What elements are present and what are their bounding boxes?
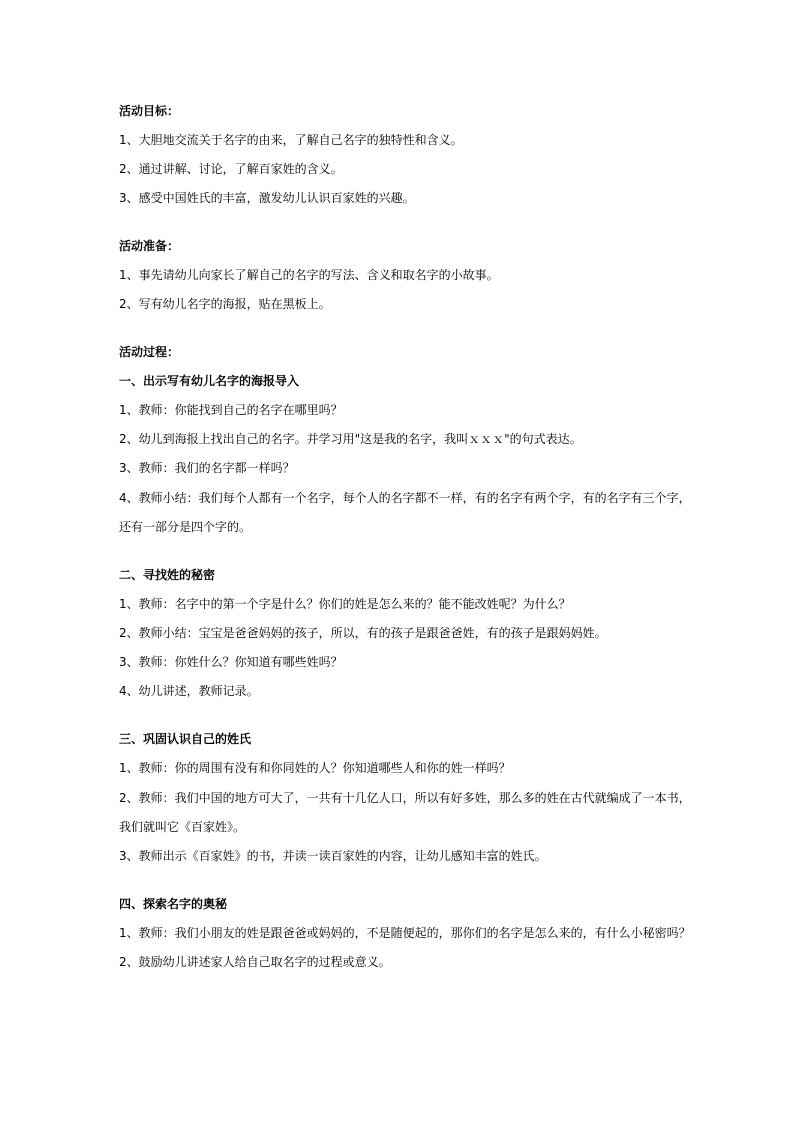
- section-heading: 二、寻找姓的秘密: [119, 568, 216, 582]
- section-item: 4、幼儿讲述，教师记录。: [119, 684, 259, 698]
- section-item: 2、教师：我们中国的地方可大了，一共有十几亿人口，所以有好多姓，那么多的姓在古代就编成了一本书，: [119, 791, 691, 805]
- section-heading: 一、出示写有幼儿名字的海报导入: [119, 374, 300, 388]
- section-item: 3、教师：你姓什么？你知道有哪些姓吗？: [119, 655, 343, 669]
- section-item: 还有一部分是四个字的。: [119, 520, 252, 534]
- prep-heading: 活动准备：: [119, 239, 180, 253]
- section-item: 4、教师小结：我们每个人都有一个名字，每个人的名字都不一样，有的名字有两个字，有的名字有三个字，: [119, 491, 691, 505]
- goals-item: 2、通过讲解、讨论，了解百家姓的含义。: [119, 162, 343, 176]
- section-item: 1、教师：我们小朋友的姓是跟爸爸或妈妈的，不是随便起的，那你们的名字是怎么来的，有什么小秘密吗？: [119, 926, 691, 940]
- section-item: 2、教师小结：宝宝是爸爸妈妈的孩子，所以，有的孩子是跟爸爸姓，有的孩子是跟妈妈姓。: [119, 626, 607, 640]
- section-item: 1、教师：你能找到自己的名字在哪里吗？: [119, 403, 343, 417]
- prep-item: 1、事先请幼儿向家长了解自己的名字的写法、含义和取名字的小故事。: [119, 268, 499, 282]
- section-item: 1、教师：你的周围有没有和你同姓的人？你知道哪些人和你的姓一样吗？: [119, 761, 511, 775]
- section-item: 3、教师：我们的名字都一样吗？: [119, 461, 295, 475]
- section-heading: 四、探索名字的奥秘: [119, 897, 228, 911]
- goals-item: 3、感受中国姓氏的丰富，激发幼儿认识百家姓的兴趣。: [119, 191, 415, 205]
- section-item: 2、幼儿到海报上找出自己的名字。并学习用"这是我的名字，我叫ｘｘｘ"的句式表达。: [119, 432, 582, 446]
- goals-heading: 活动目标：: [119, 104, 180, 118]
- prep-item: 2、写有幼儿名字的海报，贴在黑板上。: [119, 297, 331, 311]
- section-item: 2、鼓励幼儿讲述家人给自己取名字的过程或意义。: [119, 955, 391, 969]
- section-heading: 三、巩固认识自己的姓氏: [119, 732, 252, 746]
- goals-item: 1、大胆地交流关于名字的由来，了解自己名字的独特性和含义。: [119, 133, 463, 147]
- section-item: 3、教师出示《百家姓》的书，并读一读百家姓的内容，让幼儿感知丰富的姓氏。: [119, 849, 547, 863]
- section-item: 我们就叫它《百家姓》。: [119, 820, 246, 834]
- section-item: 1、教师：名字中的第一个字是什么？你们的姓是怎么来的？能不能改姓呢？为什么？: [119, 597, 571, 611]
- process-heading: 活动过程：: [119, 345, 180, 359]
